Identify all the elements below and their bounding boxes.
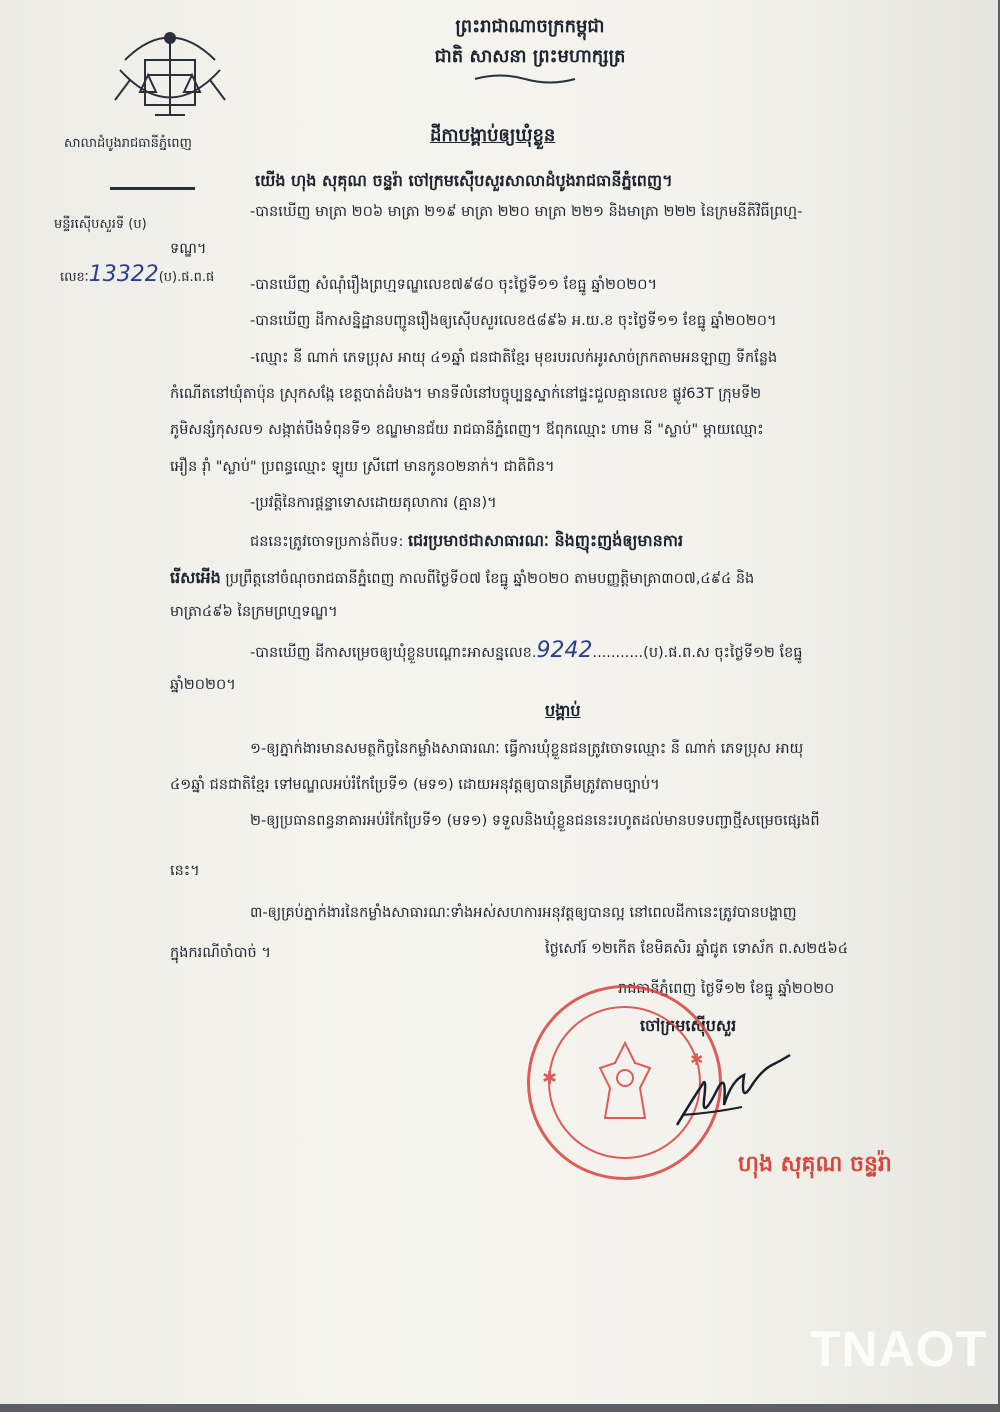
investigation-office: មន្ទីរស៊ើបសួរទី (ប) xyxy=(54,217,147,232)
judge-title: ចៅក្រមស៊ើបសួរ xyxy=(640,1016,737,1035)
document-number: លេខៈ13322(ប).ផ.ព.ផ xyxy=(60,262,215,287)
order-item: ក្នុងករណីចាំបាច់ ។ xyxy=(170,945,271,961)
divider xyxy=(110,187,195,190)
order-item: ៤១ឆ្នាំ ជនជាតិខ្មែរ ទៅមណ្ឌលអប់រំកែប្រែទី១ (មទ១) ដោយអនុវត្តឲ្យបានត្រឹមត្រូវតាមច្បាប់។ xyxy=(170,777,660,793)
watermark-logo: TNAOT xyxy=(810,1321,988,1377)
intro-line: យើង ហុង សុគុណ ចន្ទរ៉ា ចៅក្រមស៊ើបសួរសាលាដំបូងរាជធានីភ្នំពេញ។ xyxy=(255,171,673,190)
court-emblem-icon xyxy=(100,20,240,135)
order-item: ២-ឲ្យប្រធានពន្ធនាគារអប់រំកែប្រែទី១ (មទ១) ទទួលនិងឃុំខ្លួនជននេះរហូតដល់មានបទបញ្ជាថ្មីសម្រេចផ្សេងពី xyxy=(250,813,820,829)
paragraph-line: មាត្រា៤៩៦ នៃក្រមព្រហ្មទណ្ឌ។ xyxy=(170,604,338,620)
seal-emblem-icon xyxy=(590,1038,660,1128)
paragraph-line: -ឈ្មោះ នី ណាក់ ភេទប្រុស អាយុ ៤១ឆ្នាំ ជនជាតិខ្មែរ មុខរបរលក់អូរសាច់ក្រកតាមអនឡាញ ទីកន្លែង xyxy=(250,350,778,366)
paragraph-line: ឆ្នាំ២០២០។ xyxy=(170,677,236,693)
charge-line: រើសអើង ប្រព្រឹត្តនៅចំណុចរាជធានីភ្នំពេញ កាលពីថ្ងៃទី០៧ ខែធ្នូ ឆ្នាំ២០២០ តាមបញ្ញត្តិមាត្រា៣០៧,៤៩៤ និង xyxy=(170,568,755,587)
judge-name: ហុង សុគុណ ចន្ទរ៉ា xyxy=(738,1152,892,1177)
national-motto: ជាតិ សាសនា ព្រះមហាក្សត្រ xyxy=(434,46,626,67)
paragraph-line: -បានឃើញ សំណុំរឿងព្រហ្មទណ្ឌលេខ៧៩៨០ ចុះថ្ងៃទី១១ ខែធ្នូ ឆ្នាំ២០២០។ xyxy=(250,277,658,293)
ornament-divider xyxy=(470,72,580,86)
lunar-date: ថ្ងៃសៅរ៍ ១២កើត ខែមិគសិរ ឆ្នាំជូត ទោស័ក ព.ស២៥៦៤ xyxy=(545,941,849,957)
charge-line: ជននេះត្រូវចោទប្រកាន់ពីបទ: ជេរប្រមាថជាសាធារណៈ និងញុះញង់ឲ្យមានការ xyxy=(250,531,684,550)
order-item: ១-ឲ្យភ្នាក់ងារមានសមត្ថកិច្ចនៃកម្លាំងសាធារណៈ ធ្វើការឃុំខ្លួនជនត្រូវចោទឈ្មោះ នី ណាក់ ភេទប្រុស អាយុ xyxy=(250,741,804,757)
court-seal-stamp: ✱ ✱ xyxy=(527,985,722,1180)
document-title: ដីកាបង្គាប់ឲ្យឃុំខ្លួន xyxy=(430,125,556,146)
kingdom-heading: ព្រះរាជាណាចក្រកម្ពុជា xyxy=(455,16,605,37)
paragraph-line: អឿន រ៉ាំ "ស្លាប់" ប្រពន្ធឈ្មោះ ឡូយ ស្រីពៅ មានកូន០២នាក់។ ជាតិពិន។ xyxy=(170,459,555,475)
paragraph-line: ទណ្ឌ។ xyxy=(170,241,207,257)
judge-signature xyxy=(672,1045,802,1135)
paragraph-line: ភូមិសន្សំកុសល១ សង្កាត់បឹងទំពុនទី១ ខណ្ឌមានជ័យ រាជធានីភ្នំពេញ។ ឪពុកឈ្មោះ ហាម នី "ស្លាប់" ម្តាយឈ្មោះ xyxy=(170,422,764,438)
order-item: ៣-ឲ្យគ្រប់ភ្នាក់ងារនៃកម្លាំងសាធារណៈទាំងអស់សហការអនុវត្តឲ្យបានល្អ នៅពេលដីកានេះត្រូវបានបង្ហាញ xyxy=(250,905,797,921)
section-heading: បង្គាប់ xyxy=(545,701,581,720)
order-item: នេះ។ xyxy=(170,863,200,879)
paragraph-line: -បានឃើញ មាត្រា ២០៦ មាត្រា ២១៩ មាត្រា ២២០ មាត្រា ២២១ និងមាត្រា ២២២ នៃក្រមនីតិវិធីព្រហ្ម- xyxy=(250,204,803,220)
paragraph-line: -ប្រវត្តិនៃការផ្តន្ទាទោសដោយតុលាការ (គ្មាន)។ xyxy=(250,495,497,511)
court-name: សាលាដំបូងរាជធានីភ្នំពេញ xyxy=(64,136,192,151)
detention-order-line: -បានឃើញ ដីកាសម្រេចឲ្យឃុំខ្លួនបណ្តោះអាសន្នលេខ.9242...........(ប).ផ.ព.ស ចុះថ្ងៃទី១២ ខែធ្នូ xyxy=(250,638,803,663)
paragraph-line: -បានឃើញ ដីកាសន្និដ្ឋានបញ្ជូនរឿងឲ្យស៊ើបសួរលេខ៥៨៩៦ អ.យ.ខ ចុះថ្ងៃទី១១ ខែធ្នូ ឆ្នាំ២០២០។ xyxy=(250,313,777,329)
place-date: រាជធានីភ្នំពេញ ថ្ងៃទី១២ ខែធ្នូ ឆ្នាំ២០២០ xyxy=(618,981,835,997)
paragraph-line: កំណើតនៅឃុំតាប៉ុន ស្រុកសង្កែ ខេត្តបាត់ដំបង។ មានទីលំនៅបច្ចុប្បន្នស្នាក់នៅផ្ទះជួលគ្មានលេខ ផ្លូវ63T ក្រុមទី២ xyxy=(170,386,762,402)
